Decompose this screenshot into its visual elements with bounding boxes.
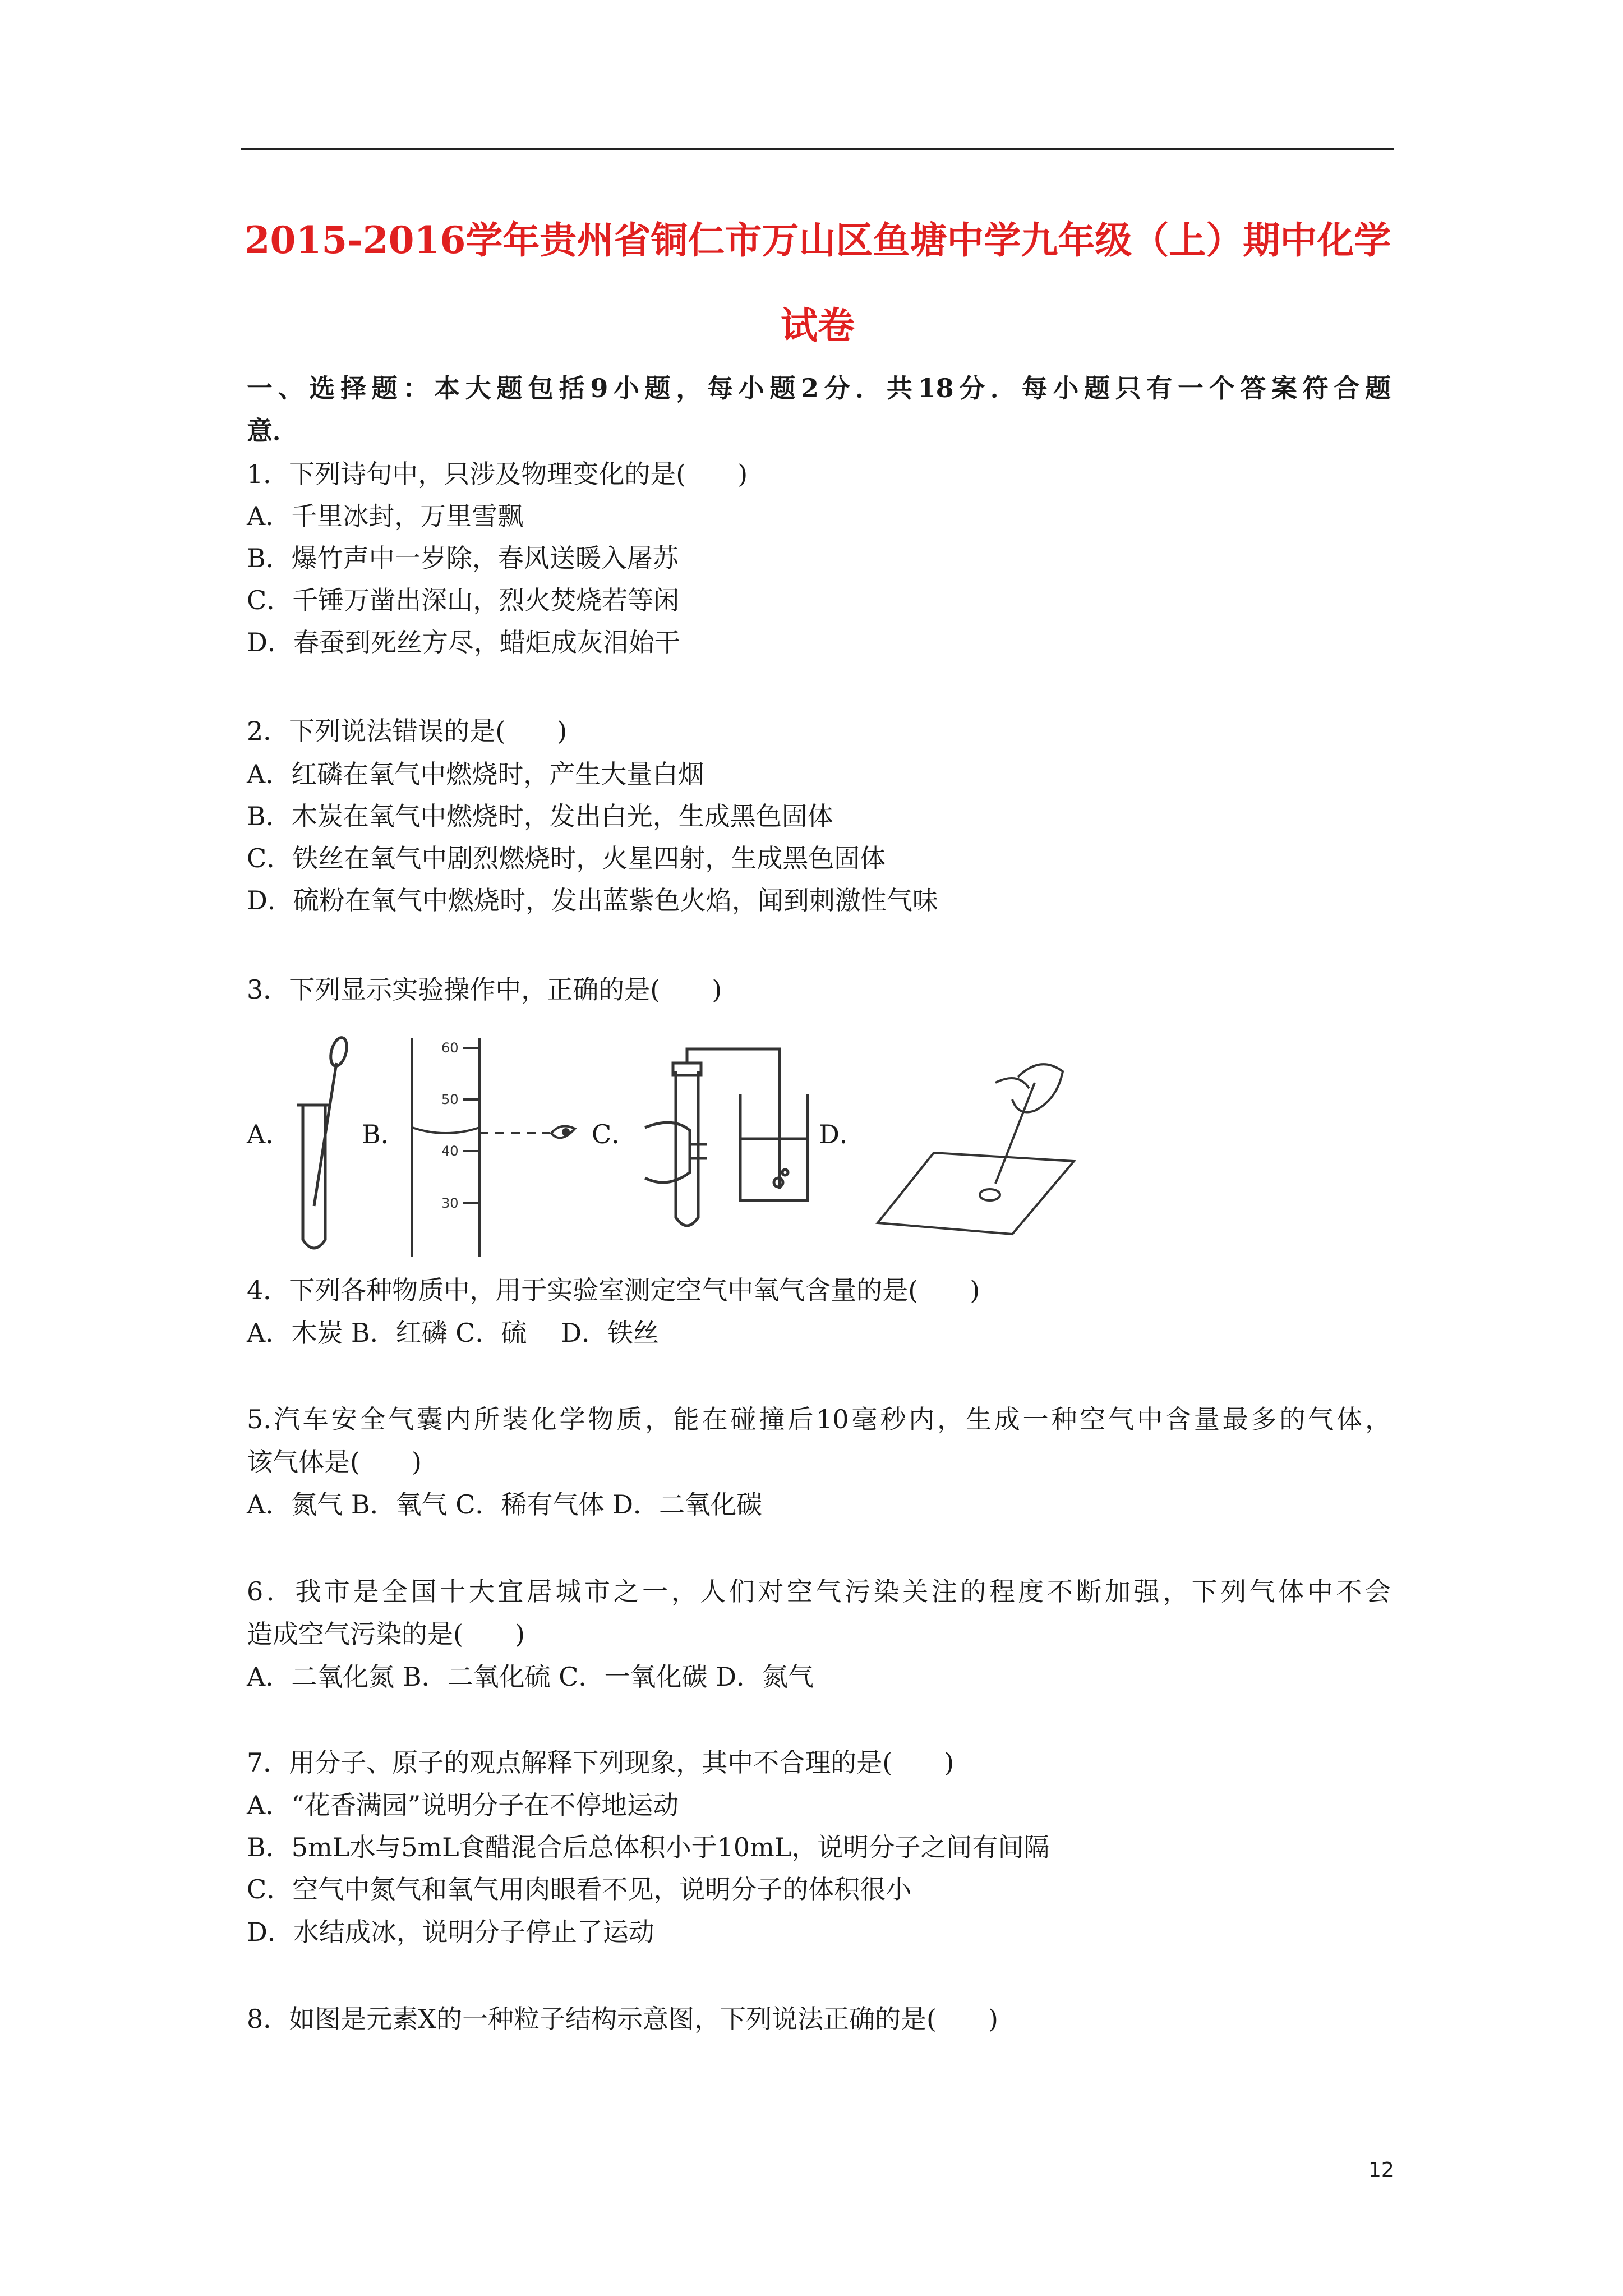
q4-options: A．木炭 B．红磷 C．硫 D．铁丝 [247, 1318, 659, 1348]
q2-stem: 2．下列说法错误的是( ) [247, 716, 568, 746]
exam-title-line2: 试卷 [781, 303, 855, 347]
cylinder-tick-30: 30 [441, 1195, 459, 1211]
q3-label-c: C． [592, 1119, 638, 1149]
q7-stem: 7．用分子、原子的观点解释下列现象，其中不合理的是( ) [247, 1747, 955, 1778]
q7-option-d: D．水结成冰，说明分子停止了运动 [247, 1917, 654, 1947]
q3-label-d: D． [819, 1119, 865, 1149]
q6-stem-line2: 造成空气污染的是( ) [247, 1619, 525, 1649]
q2-option-b: B．木炭在氧气中燃烧时，发出白光，生成黑色固体 [247, 801, 833, 831]
page-number: 12 [1368, 2159, 1394, 2182]
q3-label-a: A． [247, 1119, 292, 1149]
q3-figure-row [247, 1032, 1144, 1257]
q7-option-a: A．“花香满园”说明分子在不停地运动 [247, 1790, 679, 1820]
ph-test-paper-illustration [866, 1032, 1091, 1257]
q7-option-b: B．5mL水与5mL食醋混合后总体积小于10mL，说明分子之间有间隔 [247, 1832, 1050, 1862]
graduated-cylinder-reading-illustration [407, 1032, 592, 1257]
q4-stem: 4．下列各种物质中，用于实验室测定空气中氧气含量的是( ) [247, 1275, 980, 1305]
q1-option-a: A．千里冰封，万里雪飘 [247, 501, 524, 531]
cylinder-tick-60: 60 [441, 1040, 459, 1056]
q1-option-b: B．爆竹声中一岁除，春风送暖入屠苏 [247, 543, 679, 573]
q5-stem-line1: 5.汽车安全气囊内所装化学物质，能在碰撞后10毫秒内，生成一种空气中含量最多的气体， [247, 1404, 1391, 1434]
dropper-in-test-tube-illustration [286, 1032, 353, 1257]
section-heading-line1: 一、选择题：本大题包括9小题，每小题2分．共18分．每小题只有一个答案符合题 [247, 373, 1391, 403]
q7-option-c: C．空气中氮气和氧气用肉眼看不见，说明分子的体积很小 [247, 1874, 912, 1904]
q8-stem: 8．如图是元素X的一种粒子结构示意图，下列说法正确的是( ) [247, 2004, 998, 2034]
q2-option-a: A．红磷在氧气中燃烧时，产生大量白烟 [247, 759, 704, 789]
section-heading-line2: 意． [247, 416, 298, 446]
q2-option-c: C．铁丝在氧气中剧烈燃烧时，火星四射，生成黑色固体 [247, 843, 886, 873]
q5-stem-line2: 该气体是( ) [247, 1447, 422, 1477]
q3-stem: 3．下列显示实验操作中，正确的是( ) [247, 974, 722, 1005]
q1-stem: 1．下列诗句中，只涉及物理变化的是( ) [247, 459, 748, 489]
q2-option-d: D．硫粉在氧气中燃烧时，发出蓝紫色火焰，闻到刺激性气味 [247, 885, 938, 915]
q6-options: A．二氧化氮 B．二氧化硫 C．一氧化碳 D．氮气 [247, 1662, 814, 1692]
cylinder-tick-40: 40 [441, 1143, 459, 1159]
q1-option-c: C．千锤万凿出深山，烈火焚烧若等闲 [247, 585, 680, 615]
q1-option-d: D．春蚕到死丝方尽，蜡炬成灰泪始干 [247, 627, 680, 657]
eye-icon [562, 1128, 570, 1136]
cylinder-tick-50: 50 [441, 1092, 459, 1107]
exam-title-line1: 2015-2016学年贵州省铜仁市万山区鱼塘中学九年级（上）期中化学 [244, 218, 1391, 262]
airtightness-check-illustration [634, 1032, 819, 1257]
q6-stem-line1: 6．我市是全国十大宜居城市之一，人们对空气污染关注的程度不断加强，下列气体中不会 [247, 1576, 1391, 1607]
q5-options: A．氮气 B．氧气 C．稀有气体 D．二氧化碳 [247, 1489, 762, 1520]
header-rule [241, 148, 1394, 150]
q3-label-b: B． [362, 1119, 407, 1149]
